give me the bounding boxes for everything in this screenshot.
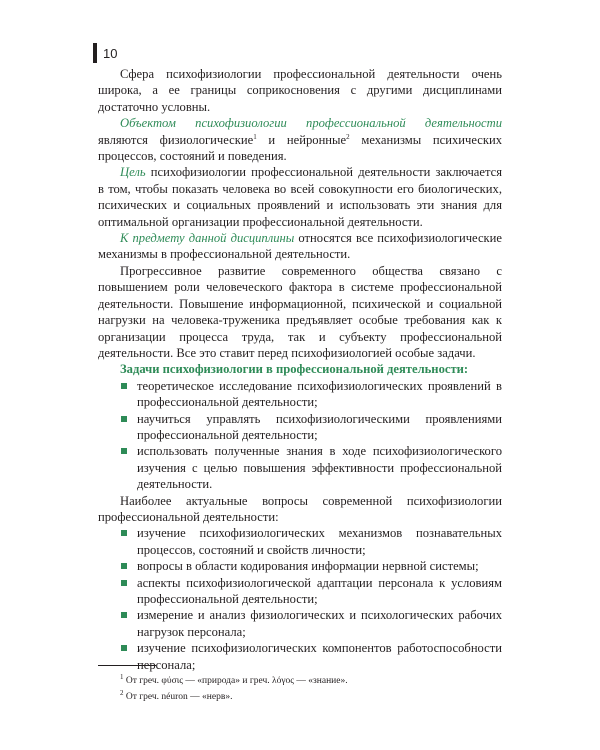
list-item-text: аспекты психофизиологической адаптации персонала к условиям профессиональной деятельности; [137, 575, 502, 606]
list-item-text: использовать полученные знания в ходе психофизиологического изучения с целью повышения эффективности профессиональной деятельности. [137, 444, 502, 492]
page-number: 10 [103, 45, 118, 61]
bullet-square-icon [121, 448, 127, 454]
term-goal: Цель [120, 165, 146, 180]
footnote-ref-2: 2 [346, 132, 350, 141]
paragraph-object-text-a: являются физиологические [98, 132, 254, 147]
paragraph-object-text-c: механизмы психических процессов, состояний и поведения. [98, 132, 502, 164]
list-item-text: изучение психофизиологических механизмов познавательных процессов, состояний и свойств личности; [137, 526, 502, 557]
paragraph-questions-intro: Наиболее актуальные вопросы современной психофизиологии профессиональной деятельности: [98, 493, 502, 524]
list-item [120, 411, 502, 444]
questions-list [98, 525, 502, 673]
paragraph-object-text-b: и нейронные [256, 132, 347, 147]
list-item [120, 640, 502, 673]
footnotes [120, 673, 500, 705]
list-item [120, 378, 502, 411]
footnote-2 [120, 689, 500, 705]
footnote-text-2: От греч. néuron — «нерв». [123, 692, 233, 702]
paragraph-scope: Сфера психофизиологии профессиональной деятельности очень широка, а ее границы соприкосновения с другими дисциплинами достаточно условны. [98, 67, 502, 114]
term-object: Объектом психофизиологии профессиональной деятельности [120, 116, 502, 131]
bullet-square-icon [121, 530, 127, 536]
list-item-text: научиться управлять психофизиологическими проявлениями профессиональной деятельности; [137, 411, 502, 442]
list-item [120, 443, 502, 492]
bullet-square-icon [121, 563, 127, 569]
paragraph-subject [98, 230, 502, 263]
paragraph-object [98, 115, 502, 164]
bullet-square-icon [121, 612, 127, 618]
footnote-mark-1: 1 [120, 672, 124, 681]
tasks-heading: Задачи психофизиологии в профессиональной деятельности: [120, 362, 469, 377]
tasks-list [98, 378, 502, 493]
list-item [120, 607, 502, 640]
footnote-ref-1: 1 [253, 132, 257, 141]
paragraph-goal-text: психофизиологии профессиональной деятельности заключается в том, чтобы показать человека во всей совокупности его биологических, психических и социальных проявлений и использовать эти знания для оптимальной организации профессиональной деятельности. [98, 165, 502, 229]
list-item-text: вопросы в области кодирования информации нервной системы; [137, 559, 479, 574]
footnote-text-1: От греч. φύσις — «природа» и греч. λόγος — «знание». [123, 676, 348, 686]
list-item [120, 575, 502, 608]
page-header [93, 43, 117, 63]
bullet-square-icon [121, 645, 127, 651]
bullet-square-icon [121, 580, 127, 586]
list-item [120, 558, 502, 574]
page-number-bar [93, 43, 97, 63]
list-item-text: теоретическое исследование психофизиологических проявлений в профессиональной деятельности; [137, 378, 502, 410]
body-text [98, 66, 502, 673]
bullet-square-icon [121, 416, 127, 422]
bullet-square-icon [121, 383, 127, 389]
list-item-text: измерение и анализ физиологических и психологических рабочих нагрузок персонала; [137, 608, 502, 639]
list-item [120, 525, 502, 558]
paragraph-development: Прогрессивное развитие современного общества связано с повышением роли человеческого фактора в системе профессиональной деятельности. Повышение информационной, психической и социальной нагрузки на человека-труженика предъявляет особые требования как к организации процесса труда, так и субъекту профессиональной деятельности. Все это ставит перед психофизиологией особые задачи. [98, 263, 502, 360]
footnote-1 [120, 673, 500, 689]
footnote-divider [98, 665, 156, 666]
list-item-text: изучение психофизиологических компонентов работоспособности персонала; [137, 641, 502, 672]
paragraph-subject-text: относятся все психофизиологические механизмы в профессиональной деятельности. [98, 231, 502, 262]
term-subject: К предмету данной дисциплины [120, 231, 295, 246]
footnote-mark-2: 2 [120, 688, 124, 697]
paragraph-goal [98, 164, 502, 230]
